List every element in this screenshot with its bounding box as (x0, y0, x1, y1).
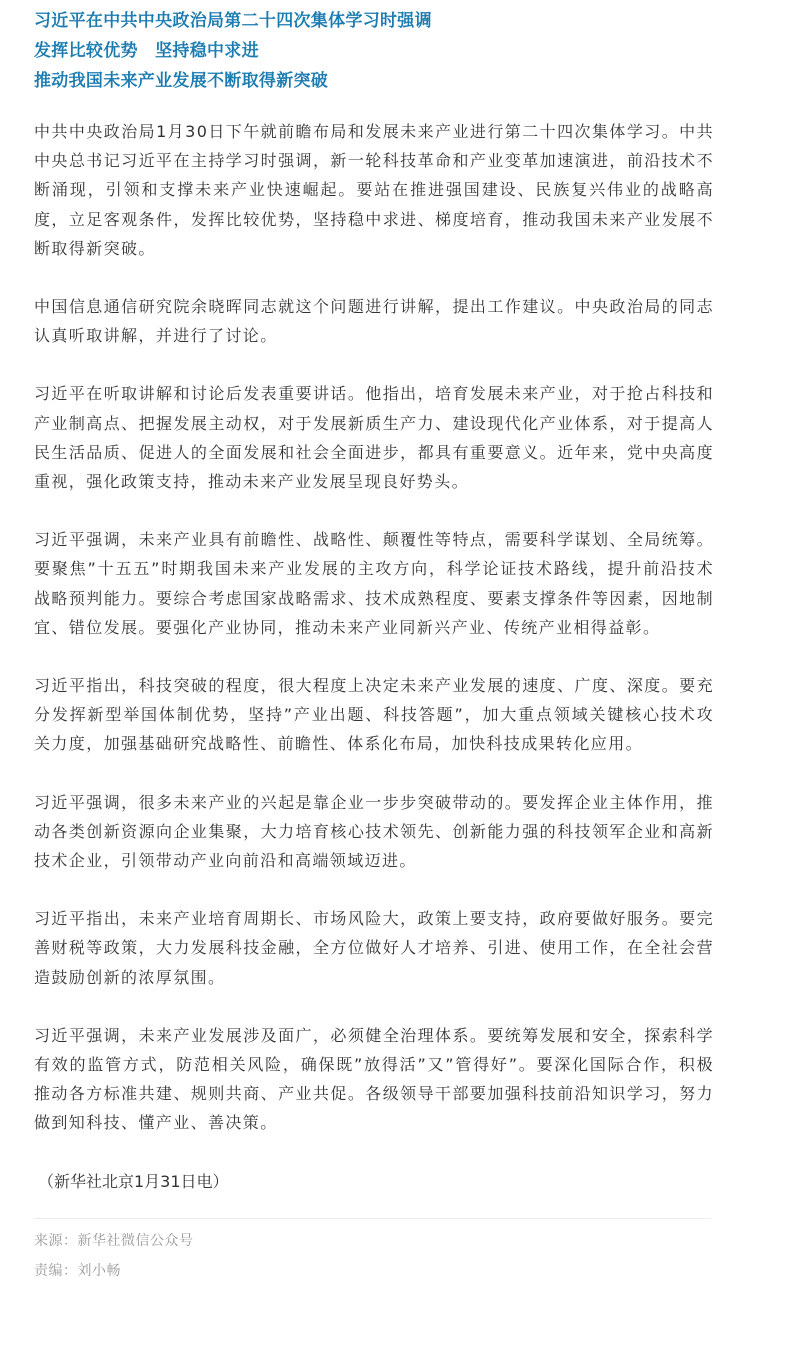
paragraph: 习近平在听取讲解和讨论后发表重要讲话。他指出，培育发展未来产业，对于抢占科技和产业制高点、把握发展主动权，对于发展新质生产力、建设现代化产业体系，对于提高人民生活品质、促进人的全面发展和社会全面进步，都具有重要意义。近年来，党中央高度重视，强化政策支持，推动未来产业发展呈现良好势头。 (34, 384, 714, 492)
article-body (34, 117, 714, 1196)
paragraph: 习近平强调，很多未来产业的兴起是靠企业一步步突破带动的。要发挥企业主体作用，推动各类创新资源向企业集聚，大力培育核心技术领先、创新能力强的科技领军企业和高新技术企业，引领带动产业向前沿和高端领域迈进。 (34, 792, 714, 871)
source-label: 来源：新华社微信公众号 (34, 1232, 194, 1249)
paragraph: 中国信息通信研究院余晓晖同志就这个问题进行讲解，提出工作建议。中央政治局的同志认真听取讲解，并进行了讨论。 (34, 297, 714, 346)
article (34, 0, 714, 1286)
divider (34, 1218, 711, 1219)
paragraph: 习近平指出，未来产业培育周期长、市场风险大，政策上要支持，政府要做好服务。要完善财税等政策，大力发展科技金融，全方位做好人才培养、引进、使用工作，在全社会营造鼓励创新的浓厚氛围。 (34, 909, 714, 987)
paragraph: 习近平强调，未来产业发展涉及面广，必须健全治理体系。要统筹发展和安全，探索科学有效的监管方式，防范相关风险，确保既”放得活”又”管得好”。要深化国际合作，积极推动各方标准共建、规则共商、产业共促。各级领导干部要加强科技前沿知识学习，努力做到知科技、懂产业、善决策。 (34, 1025, 714, 1133)
title-line-3: 推动我国未来产业发展不断取得新突破 (34, 71, 329, 91)
title-line-2: 发挥比较优势 坚持稳中求进 (34, 41, 259, 61)
paragraph: 习近平强调，未来产业具有前瞻性、战略性、颠覆性等特点，需要科学谋划、全局统筹。要聚焦”十五五”时期我国未来产业发展的主攻方向，科学论证技术路线，提升前沿技术战略预判能力。要综合考虑国家战略需求、技术成熟程度、要素支撑条件等因素，因地制宜、错位发展。要强化产业协同，推动未来产业同新兴产业、传统产业相得益彰。 (34, 530, 714, 637)
title-line-1: 习近平在中共中央政治局第二十四次集体学习时强调 (34, 11, 432, 31)
paragraph: 习近平指出，科技突破的程度，很大程度上决定未来产业发展的速度、广度、深度。要充分发挥新型举国体制优势，坚持”产业出题、科技答题”，加大重点领域关键核心技术攻关力度，加强基础研究战略性、前瞻性、体系化布局，加快科技成果转化应用。 (34, 676, 714, 754)
editor-label: 责编：刘小畅 (34, 1262, 121, 1279)
dateline: （新华社北京1月31日电） (38, 1171, 229, 1191)
article-title (34, 0, 714, 96)
paragraph: 中共中央政治局1月30日下午就前瞻布局和发展未来产业进行第二十四次集体学习。中共中央总书记习近平在主持学习时强调，新一轮科技革命和产业变革加速演进，前沿技术不断涌现，引领和支撑未来产业快速崛起。要站在推进强国建设、民族复兴伟业的战略高度，立足客观条件，发挥比较优势，坚持稳中求进、梯度培育，推动我国未来产业发展不断取得新突破。 (34, 122, 714, 258)
